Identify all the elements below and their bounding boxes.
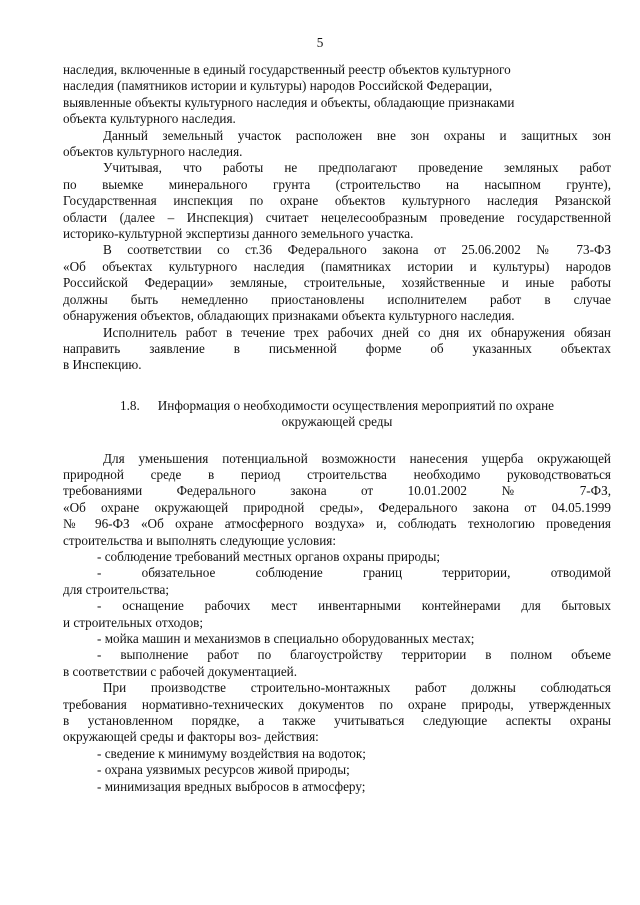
text-line: объектов культурного наследия. bbox=[63, 144, 243, 160]
section-heading bbox=[63, 398, 611, 431]
paragraph-land-plot bbox=[63, 128, 611, 161]
text-line: по выемке минерального грунта (строительство на насыпном грунте), bbox=[63, 176, 611, 192]
section-number: 1.8. bbox=[119, 397, 140, 413]
list-item: - мойка машин и механизмов в специально оборудованных местах; bbox=[97, 631, 475, 646]
list-item-continuation: и строительных отходов; bbox=[63, 614, 204, 630]
list-item: - соблюдение требований местных органов охраны природы; bbox=[97, 548, 441, 564]
page-number: 5 bbox=[316, 35, 324, 50]
paragraph-contractor-duty bbox=[63, 325, 611, 374]
list-item: - охрана уязвимых ресурсов живой природы; bbox=[97, 762, 350, 778]
text-line: направить заявление в письменной форме об указанных объектах bbox=[63, 340, 611, 356]
section-title-line-2: окружающей среды bbox=[281, 414, 393, 430]
text-line: окружающей среды и факторы воз- действия: bbox=[63, 729, 319, 745]
list-item: - выполнение работ по благоустройству территории в полном объеме bbox=[97, 647, 611, 663]
paragraph-environment-requirements bbox=[63, 451, 611, 549]
conditions-list bbox=[63, 549, 611, 680]
text-line: Российской Федерации» земляные, строительные, хозяйственные и иные работы bbox=[63, 275, 611, 291]
text-line: наследия (памятников истории и культуры) народов Российской Федерации, bbox=[63, 78, 493, 94]
text-line: в Инспекцию. bbox=[63, 357, 142, 373]
list-item: - оснащение рабочих мест инвентарными контейнерами для бытовых bbox=[97, 598, 611, 614]
list-item: - минимизация вредных выбросов в атмосферу; bbox=[97, 778, 366, 794]
list-item-continuation: для строительства; bbox=[63, 581, 170, 597]
aspects-list bbox=[63, 746, 611, 795]
list-item: - обязательное соблюдение границ территории, отводимой bbox=[97, 565, 611, 581]
text-line: обнаружения объектов, обладающих признаками объекта культурного наследия. bbox=[63, 308, 515, 324]
paragraph-heritage-register bbox=[63, 62, 611, 128]
text-line: должны быть немедленно приостановлены исполнителем работ в случае bbox=[63, 291, 611, 307]
text-line: № 96-ФЗ «Об охране атмосферного воздуха» и, соблюдать технологию проведения bbox=[63, 516, 611, 532]
text-line: историко-культурной экспертизы данного земельного участка. bbox=[63, 226, 414, 242]
paragraph-federal-law-73 bbox=[63, 242, 611, 324]
text-line: Для уменьшения потенциальной возможности нанесения ущерба окружающей bbox=[103, 450, 611, 466]
text-line: в установленном порядке, а также учитываться следующие аспекты охраны bbox=[63, 713, 611, 729]
section-title-line-1: Информация о необходимости осуществления мероприятий по охране bbox=[157, 397, 554, 413]
list-item-continuation: в соответствии с рабочей документацией. bbox=[63, 663, 298, 679]
text-line: Учитывая, что работы не предполагают проведение земляных работ bbox=[103, 160, 611, 176]
text-line: В соответствии со ст.36 Федерального закона от 25.06.2002 № 73-ФЗ bbox=[103, 242, 611, 258]
paragraph-construction-works bbox=[63, 680, 611, 746]
text-line: Государственная инспекция по охране объектов культурного наследия Рязанской bbox=[63, 193, 611, 209]
text-line: При производстве строительно-монтажных работ должны соблюдаться bbox=[103, 680, 611, 696]
text-line: выявленные объекты культурного наследия и объекты, обладающие признаками bbox=[63, 94, 515, 110]
list-item: - сведение к минимуму воздействия на водоток; bbox=[97, 745, 366, 761]
text-line: требования нормативно-технических документов по охране природы, утвержденных bbox=[63, 696, 611, 712]
text-line: природной среде в период строительства необходимо руководствоваться bbox=[63, 466, 611, 482]
text-line: «Об охране окружающей природной среды», Федерального закона от 04.05.1999 bbox=[63, 499, 611, 515]
paragraph-inspection-decision bbox=[63, 160, 611, 242]
text-line: объекта культурного наследия. bbox=[63, 111, 236, 127]
text-line: строительства и выполнять следующие условия: bbox=[63, 532, 337, 548]
text-line: области (далее – Инспекция) считает нецелесообразным проведение государственной bbox=[63, 209, 611, 225]
text-line: Данный земельный участок расположен вне зон охраны и защитных зон bbox=[103, 127, 611, 143]
text-line: «Об объектах культурного наследия (памятниках истории и культуры) народов bbox=[63, 258, 611, 274]
page-body bbox=[63, 62, 611, 795]
text-line: Исполнитель работ в течение трех рабочих дней со дня их обнаружения обязан bbox=[103, 324, 611, 340]
text-line: наследия, включенные в единый государственный реестр объектов культурного bbox=[63, 62, 511, 77]
text-line: требованиями Федерального закона от 10.01.2002 № 7-ФЗ, bbox=[63, 483, 611, 499]
